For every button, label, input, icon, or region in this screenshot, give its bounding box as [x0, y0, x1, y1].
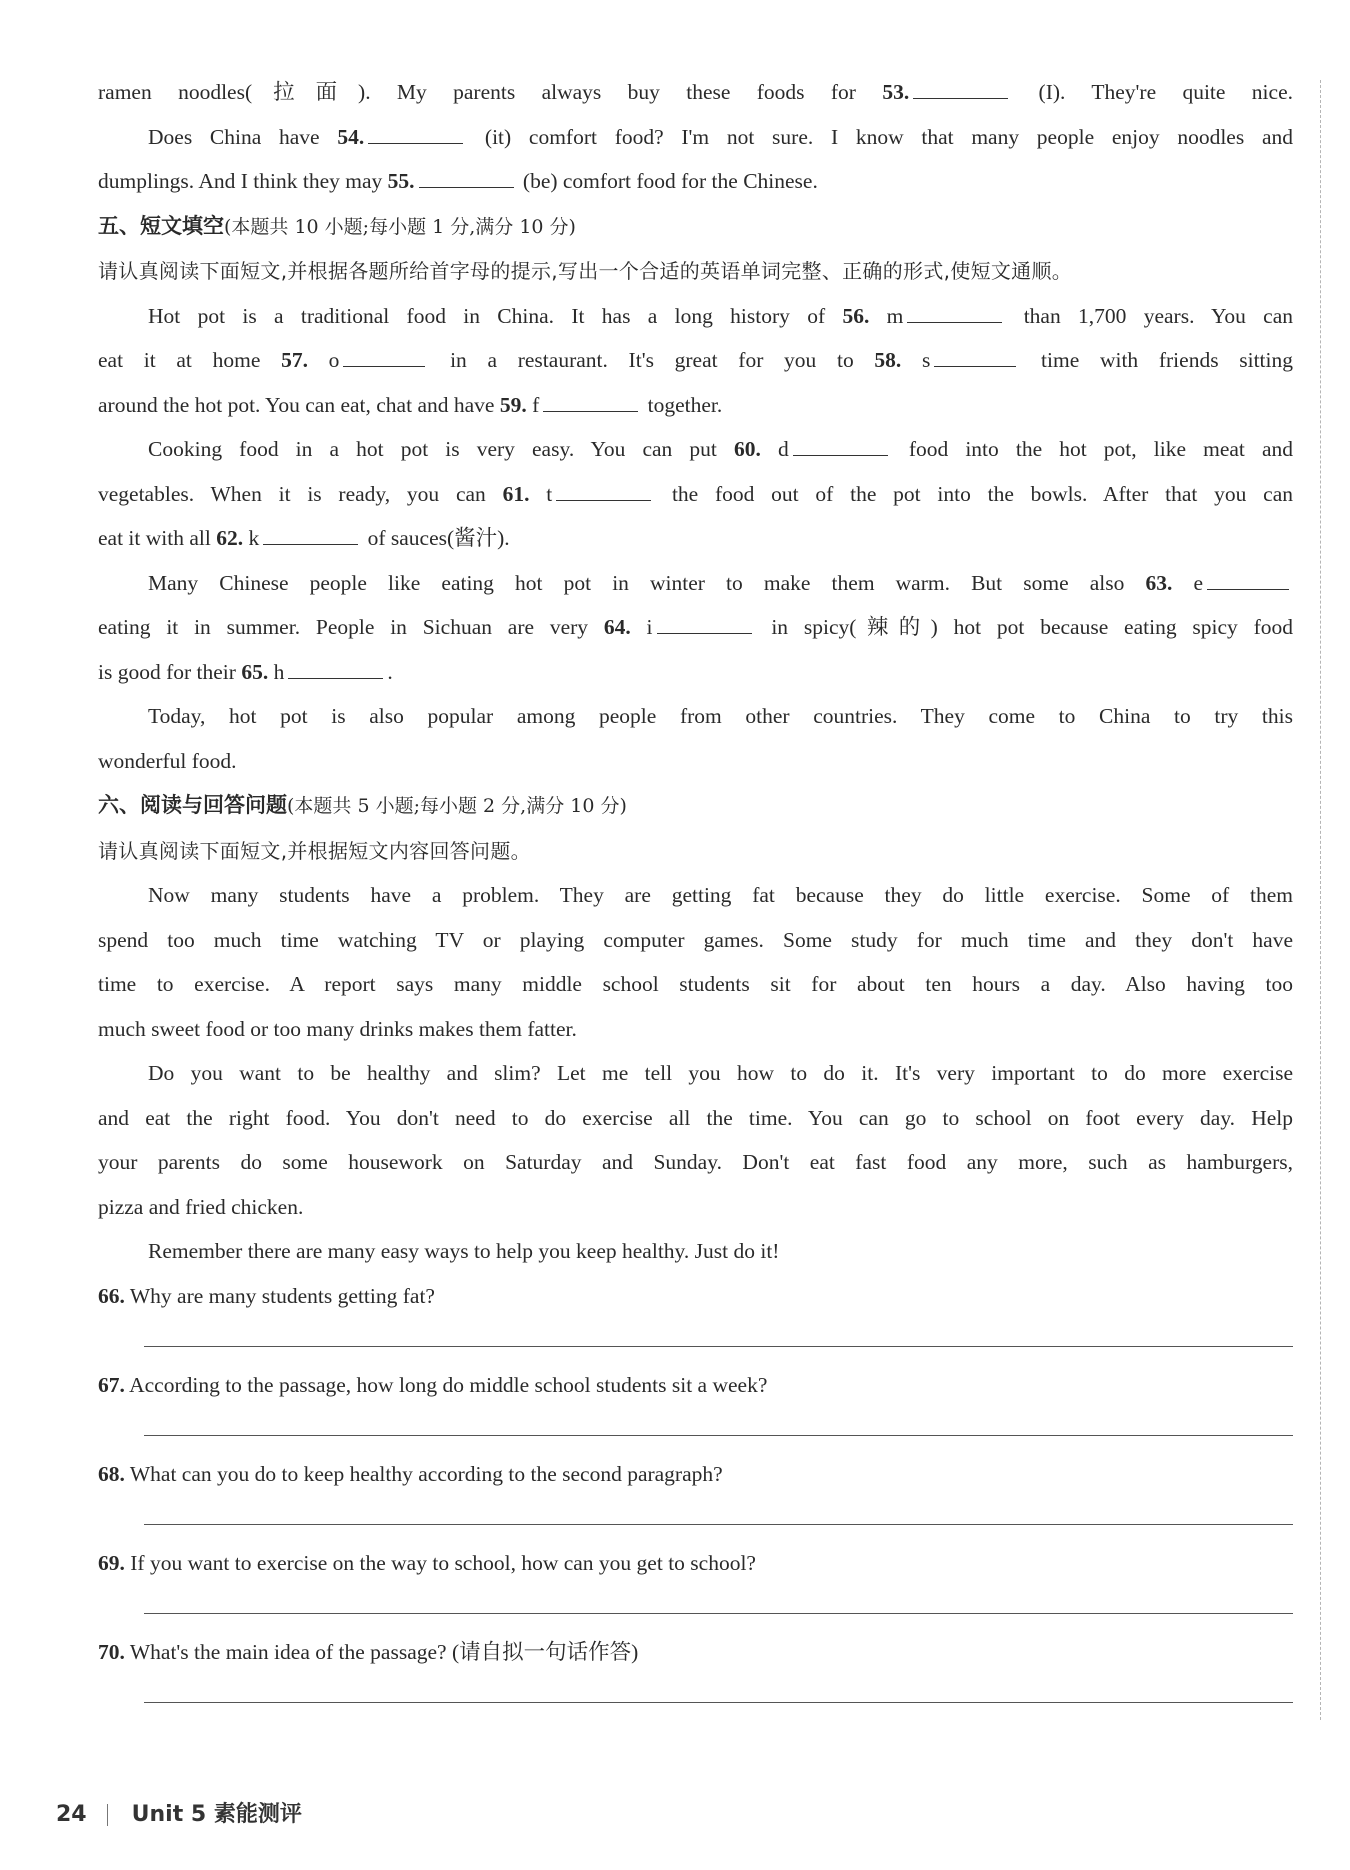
question-number: 55. [387, 169, 415, 193]
answer-blank-55[interactable] [419, 169, 514, 188]
unit-label: Unit 5 素能测评 [131, 1802, 302, 1827]
page-number: 24 [56, 1802, 87, 1827]
section-heading-6: 六、阅读与回答问题(本题共 5 小题;每小题 2 分,满分 10 分) [98, 793, 627, 817]
passage-line: pizza and fried chicken. [98, 1194, 304, 1219]
question-67: 67. According to the passage, how long do middle school students sit a week? [98, 1363, 1293, 1452]
answer-line-70[interactable] [144, 1702, 1293, 1703]
answer-blank-56[interactable] [907, 304, 1002, 323]
passage-line: eat it with all 62. k of sauces(酱汁). [98, 526, 510, 550]
question-69: 69. If you want to exercise on the way to school, how can you get to school? [98, 1541, 1293, 1630]
passage-line: around the hot pot. You can eat, chat and have 59. f together. [98, 392, 723, 417]
passage-line: vegetables. When it is ready, you can 61. t the food out of the pot into the bowls. After that you can [98, 481, 1293, 506]
passage-line: much sweet food or too many drinks makes them fatter. [98, 1016, 577, 1041]
passage-line: Many Chinese people like eating hot pot in winter to make them warm. But some also 63. e [98, 561, 1293, 606]
answer-blank-57[interactable] [343, 348, 425, 367]
passage-line: Now many students have a problem. They are getting fat because they do little exercise. Some of them [148, 883, 1293, 907]
question-68: 68. What can you do to keep healthy according to the second paragraph? [98, 1452, 1293, 1541]
section-instruction-5: 请认真阅读下面短文,并根据各题所给首字母的提示,写出一个合适的英语单词完整、正确的形式,使短文通顺。 [98, 259, 1073, 283]
worksheet-body [98, 70, 1293, 1719]
passage-line: Do you want to be healthy and slim? Let me tell you how to do it. It's very important to do more exercise [148, 1061, 1293, 1085]
passage-line: your parents do some housework on Saturday and Sunday. Don't eat fast food any more, such as hamburgers, [98, 1150, 1293, 1174]
answer-line-68[interactable] [144, 1524, 1293, 1525]
answer-blank-58[interactable] [934, 348, 1016, 367]
passage-line: ramen noodles(拉面). My parents always buy these foods for 53. (I). They're quite nice. [98, 80, 1293, 104]
answer-blank-62[interactable] [263, 526, 358, 545]
question-66: 66. Why are many students getting fat? [98, 1274, 1293, 1363]
right-margin-rule [1320, 80, 1321, 1720]
passage-line: and eat the right food. You don't need to do exercise all the time. You can go to school on foot every day. Help [98, 1105, 1293, 1130]
question-number: 53. [882, 80, 910, 104]
passage-line: eat it at home 57. o in a restaurant. It's great for you to 58. s time with friends sitting [98, 348, 1294, 372]
answer-line-67[interactable] [144, 1435, 1293, 1436]
section-instruction-6: 请认真阅读下面短文,并根据短文内容回答问题。 [98, 838, 531, 863]
answer-blank-59[interactable] [543, 393, 638, 412]
question-70: 70. What's the main idea of the passage? (请自拟一句话作答) [98, 1630, 1293, 1719]
passage-line: eating it in summer. People in Sichuan are very 64. i in spicy(辣的) hot pot because eating spicy food [98, 615, 1293, 639]
answer-blank-64[interactable] [657, 615, 752, 634]
answer-blank-63[interactable] [1207, 571, 1289, 590]
footer-divider [107, 1804, 108, 1826]
passage-line: Hot pot is a traditional food in China. It has a long history of 56. m than 1,700 years. You can [148, 303, 1293, 328]
answer-line-66[interactable] [144, 1346, 1293, 1347]
passage-line: Cooking food in a hot pot is very easy. You can put 60. d food into the hot pot, like meat and [148, 437, 1294, 461]
answer-blank-60[interactable] [793, 437, 888, 456]
answer-blank-61[interactable] [556, 482, 651, 501]
passage-line: time to exercise. A report says many middle school students sit for about ten hours a day. Also having too [98, 972, 1293, 996]
answer-blank-54[interactable] [368, 125, 463, 144]
passage-line: Today, hot pot is also popular among people from other countries. They come to China to try this [148, 704, 1293, 728]
question-number: 54. [337, 124, 365, 149]
passage-line: Remember there are many easy ways to help you keep healthy. Just do it! [148, 1239, 780, 1263]
passage-line: spend too much time watching TV or playing computer games. Some study for much time and they don't have [98, 927, 1293, 952]
answer-blank-65[interactable] [288, 660, 383, 679]
passage-line: dumplings. And I think they may 55. (be) comfort food for the Chinese. [98, 169, 818, 193]
passage-line: Does China have 54. (it) comfort food? I'm not sure. I know that many people enjoy noodles and [148, 124, 1293, 149]
page-footer [56, 1797, 302, 1828]
answer-line-69[interactable] [144, 1613, 1293, 1614]
passage-line: is good for their 65. h . [98, 659, 393, 684]
answer-blank-53[interactable] [913, 80, 1008, 99]
passage-line: wonderful food. [98, 748, 237, 773]
section-heading-5: 五、短文填空(本题共 10 小题;每小题 1 分,满分 10 分) [98, 213, 576, 238]
